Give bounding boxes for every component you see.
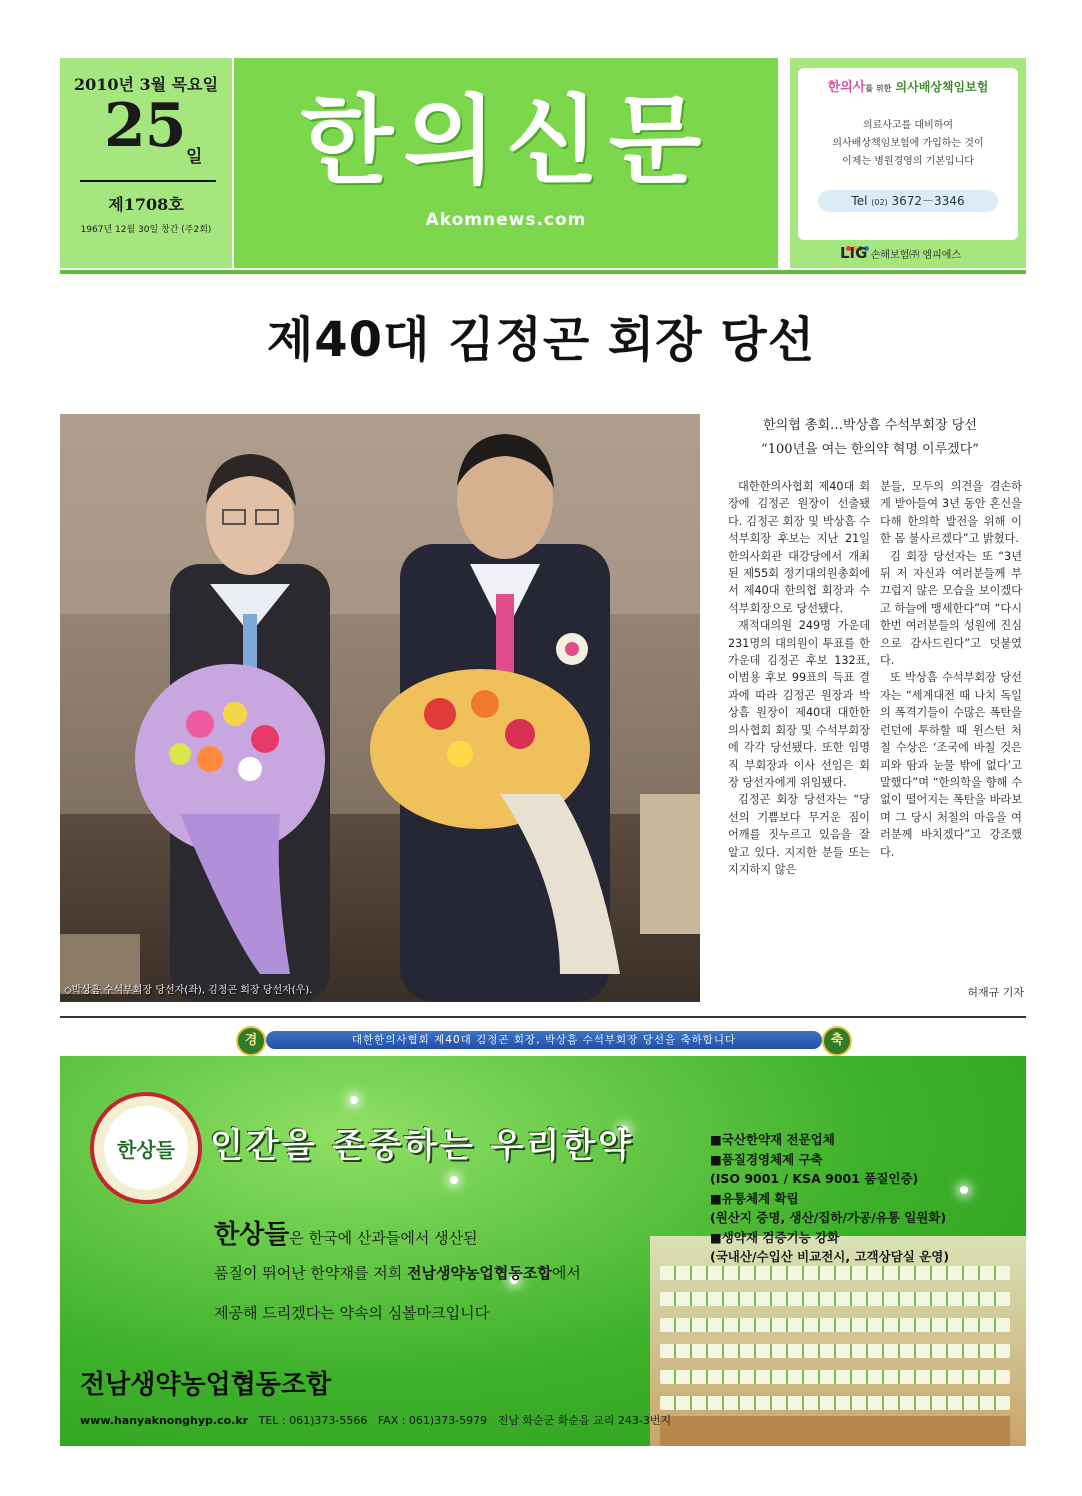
issue-date: 2010년 3월 목요일 [73, 75, 219, 94]
ad-body-text: 은 한국에 산과들에서 생산된 [289, 1229, 478, 1247]
feature-item: (국내산/수입산 비교전시, 고객상담실 운영) [710, 1249, 950, 1264]
insurance-ad-card [798, 68, 1018, 240]
herbal-coop-ad[interactable] [60, 1056, 1026, 1446]
masthead-title-panel [234, 58, 778, 268]
newspaper-title: 한의신문 [300, 84, 712, 197]
article-paragraph: 대한한의사협회 제40대 회장에 김정곤 원장이 선출됐다. 김정곤 회장 및 박상흠 수석부회장 후보는 지난 21일 한의사회관 대강당에서 개최된 제55회 정기대의원총회에서 제40대 한의협 회장과 수석부회장으로 당선됐다. [728, 480, 870, 615]
article-paragraph: 재적대의원 249명 가운데 231명의 대의원이 투표를 한 가운데 김정곤 후보 132표, 이범용 후보 99표의 득표 결과에 따라 김정곤 원장과 박상흠 원장이 제40대 대한한의사협회 회장 및 수석부회장에 각각 당선됐다. 또한 임명직 부회장과 이사 선임은 회장 당선자에게 위임됐다. [728, 619, 870, 789]
logo-inner-circle [104, 1106, 188, 1190]
ad-body-brand: 한상들 [214, 1220, 290, 1250]
sparkle-decoration [450, 1176, 458, 1184]
insurance-ad[interactable] [790, 58, 1026, 268]
insurance-ad-brand-pink: 한의사 [827, 80, 866, 95]
insurance-ad-brand-small: 를 위한 [865, 84, 892, 93]
feature-item: ■국산한약재 전문업체 [710, 1132, 835, 1147]
congratulations-banner [232, 1026, 852, 1054]
insurance-ad-line: 의료사고를 대비하여 [862, 120, 954, 131]
date-divider [80, 180, 216, 182]
coop-tel: TEL : 061)373-5566 [258, 1414, 368, 1427]
feature-list [710, 1130, 1010, 1267]
shelf-row [660, 1396, 1010, 1410]
newspaper-url[interactable]: Akomnews.com [425, 210, 587, 230]
hansangdeul-logo [90, 1092, 202, 1204]
article-column-2 [880, 478, 1022, 861]
shelf-row [660, 1344, 1010, 1358]
insurance-company [840, 244, 961, 262]
ad-body-line-3: 제공해 드리겠다는 약속의 심볼마크입니다 [214, 1304, 490, 1322]
wooden-counter [660, 1416, 1010, 1446]
phone-label: Tel [851, 194, 868, 208]
ad-body-line-2 [214, 1262, 714, 1283]
coop-website[interactable]: www.hanyaknonghyp.co.kr [80, 1414, 249, 1427]
coop-fax: FAX : 061)373-5979 [377, 1414, 488, 1427]
phone-number: 3672－3346 [891, 194, 965, 208]
feature-item: ■생약재 검증기능 강화 [710, 1229, 840, 1245]
issue-number: 제1708호 [108, 195, 184, 214]
insurance-ad-brand-main: 의사배상책임보험 [895, 80, 989, 94]
coop-contact [80, 1412, 671, 1428]
insurance-ad-heading [798, 76, 1018, 95]
article-photo [60, 414, 700, 1002]
ad-body-text: 품질이 뛰어난 한약재를 저희 [214, 1264, 407, 1282]
feature-item: (원산지 증명, 생산/집하/가공/유통 일원화) [710, 1210, 947, 1225]
feature-item: ■유통체계 확립 [710, 1190, 799, 1206]
phone-area-code: (02) [871, 198, 888, 207]
article-subhead: 한의협 총회…박상흠 수석부회장 당선 [763, 418, 977, 433]
banner-right-badge: 축 [822, 1026, 852, 1056]
article-rule [60, 1016, 1026, 1018]
founded-note: 1967년 12월 30일 창간 (주2회) [80, 225, 212, 235]
ad-body-line-1 [214, 1214, 714, 1251]
article-paragraph: 또 박상흠 수석부회장 당선자는 “세계대전 때 나치 독일의 폭격기들이 수많은 폭탄을 런던에 투하할 때 윈스턴 처칠 수상은 ‘조국에 바칠 것은 피와 땀과 눈물 밖에 없다’고 말했다”며 “한의학을 향해 수없이 떨어지는 폭탄을 바라보며 그 당시 처칠의 마음을 여러분께 바치겠다”고 강조했다. [880, 671, 1022, 859]
insurance-ad-line: 의사배상책임보험에 가입하는 것이 [832, 138, 984, 149]
article-paragraph: 김정곤 회장 당선자는 “당선의 기쁨보다 무거운 짐이 어깨를 짓누르고 있음을 잘 알고 있다. 지지한 분들 또는 지지하지 않은 [728, 793, 870, 876]
article-paragraph: 분들, 모두의 의견을 겸손하게 받아들여 3년 동안 혼신을 다해 한의학 발전을 위해 이 한 몸 불사르겠다”고 밝혔다. [880, 480, 1022, 546]
banner-left-badge: 경 [236, 1026, 266, 1056]
masthead-rule [60, 270, 1026, 274]
article-headline: 제40대 김정곤 회장 당선 [266, 312, 816, 368]
shelf-row [660, 1370, 1010, 1384]
photo-illustration [60, 414, 700, 1002]
ad-body-coop: 전남생약농업협동조합 [406, 1264, 552, 1282]
insurance-ad-phone[interactable] [818, 190, 998, 212]
banner-text: 대한한의사협회 제40대 김정곤 회장, 박상흠 수석부회장 당선을 축하합니다 [351, 1034, 737, 1046]
article-paragraph: 김 회장 당선자는 또 “3년 뒤 저 자신과 여러분들께 부끄럽지 않은 모습을 보이겠다고 하늘에 맹세한다”며 “다시 한번 여러분들의 성원에 진심으로 감사드린다”고 덧붙였다. [880, 549, 1022, 668]
ad-body-text: 에서 [551, 1264, 581, 1282]
insurance-ad-line: 이제는 병원경영의 기본입니다 [842, 156, 974, 167]
article-byline: 허재규 기자 [967, 986, 1024, 999]
ad-slogan: 인간을 존중하는 우리한약 [210, 1126, 634, 1166]
article-subhead-quote: “100년을 여는 한의약 혁명 이루겠다” [761, 442, 979, 457]
feature-item: (ISO 9001 / KSA 9001 품질인증) [710, 1171, 919, 1186]
article-column-1 [728, 478, 870, 878]
photo-caption: ◇박상흠 수석부회장 당선자(좌), 김정곤 회장 당선자(우). [64, 985, 313, 996]
issue-day-unit: 일 [186, 147, 203, 167]
lig-logo: LIG [840, 244, 868, 262]
date-panel [60, 58, 232, 268]
issue-day-number: 25 [104, 91, 186, 161]
coop-address: 전남 화순군 화순읍 교리 243-3번지 [497, 1414, 672, 1427]
coop-name: 전남생약농업협동조합 [80, 1370, 332, 1400]
sparkle-decoration [350, 1096, 358, 1104]
logo-brand-text: 한상들 [117, 1138, 175, 1162]
feature-item: ■품질경영체제 구축 [710, 1151, 823, 1167]
insurance-company-name: 손해보험㈜ 엠피에스 [870, 250, 962, 261]
